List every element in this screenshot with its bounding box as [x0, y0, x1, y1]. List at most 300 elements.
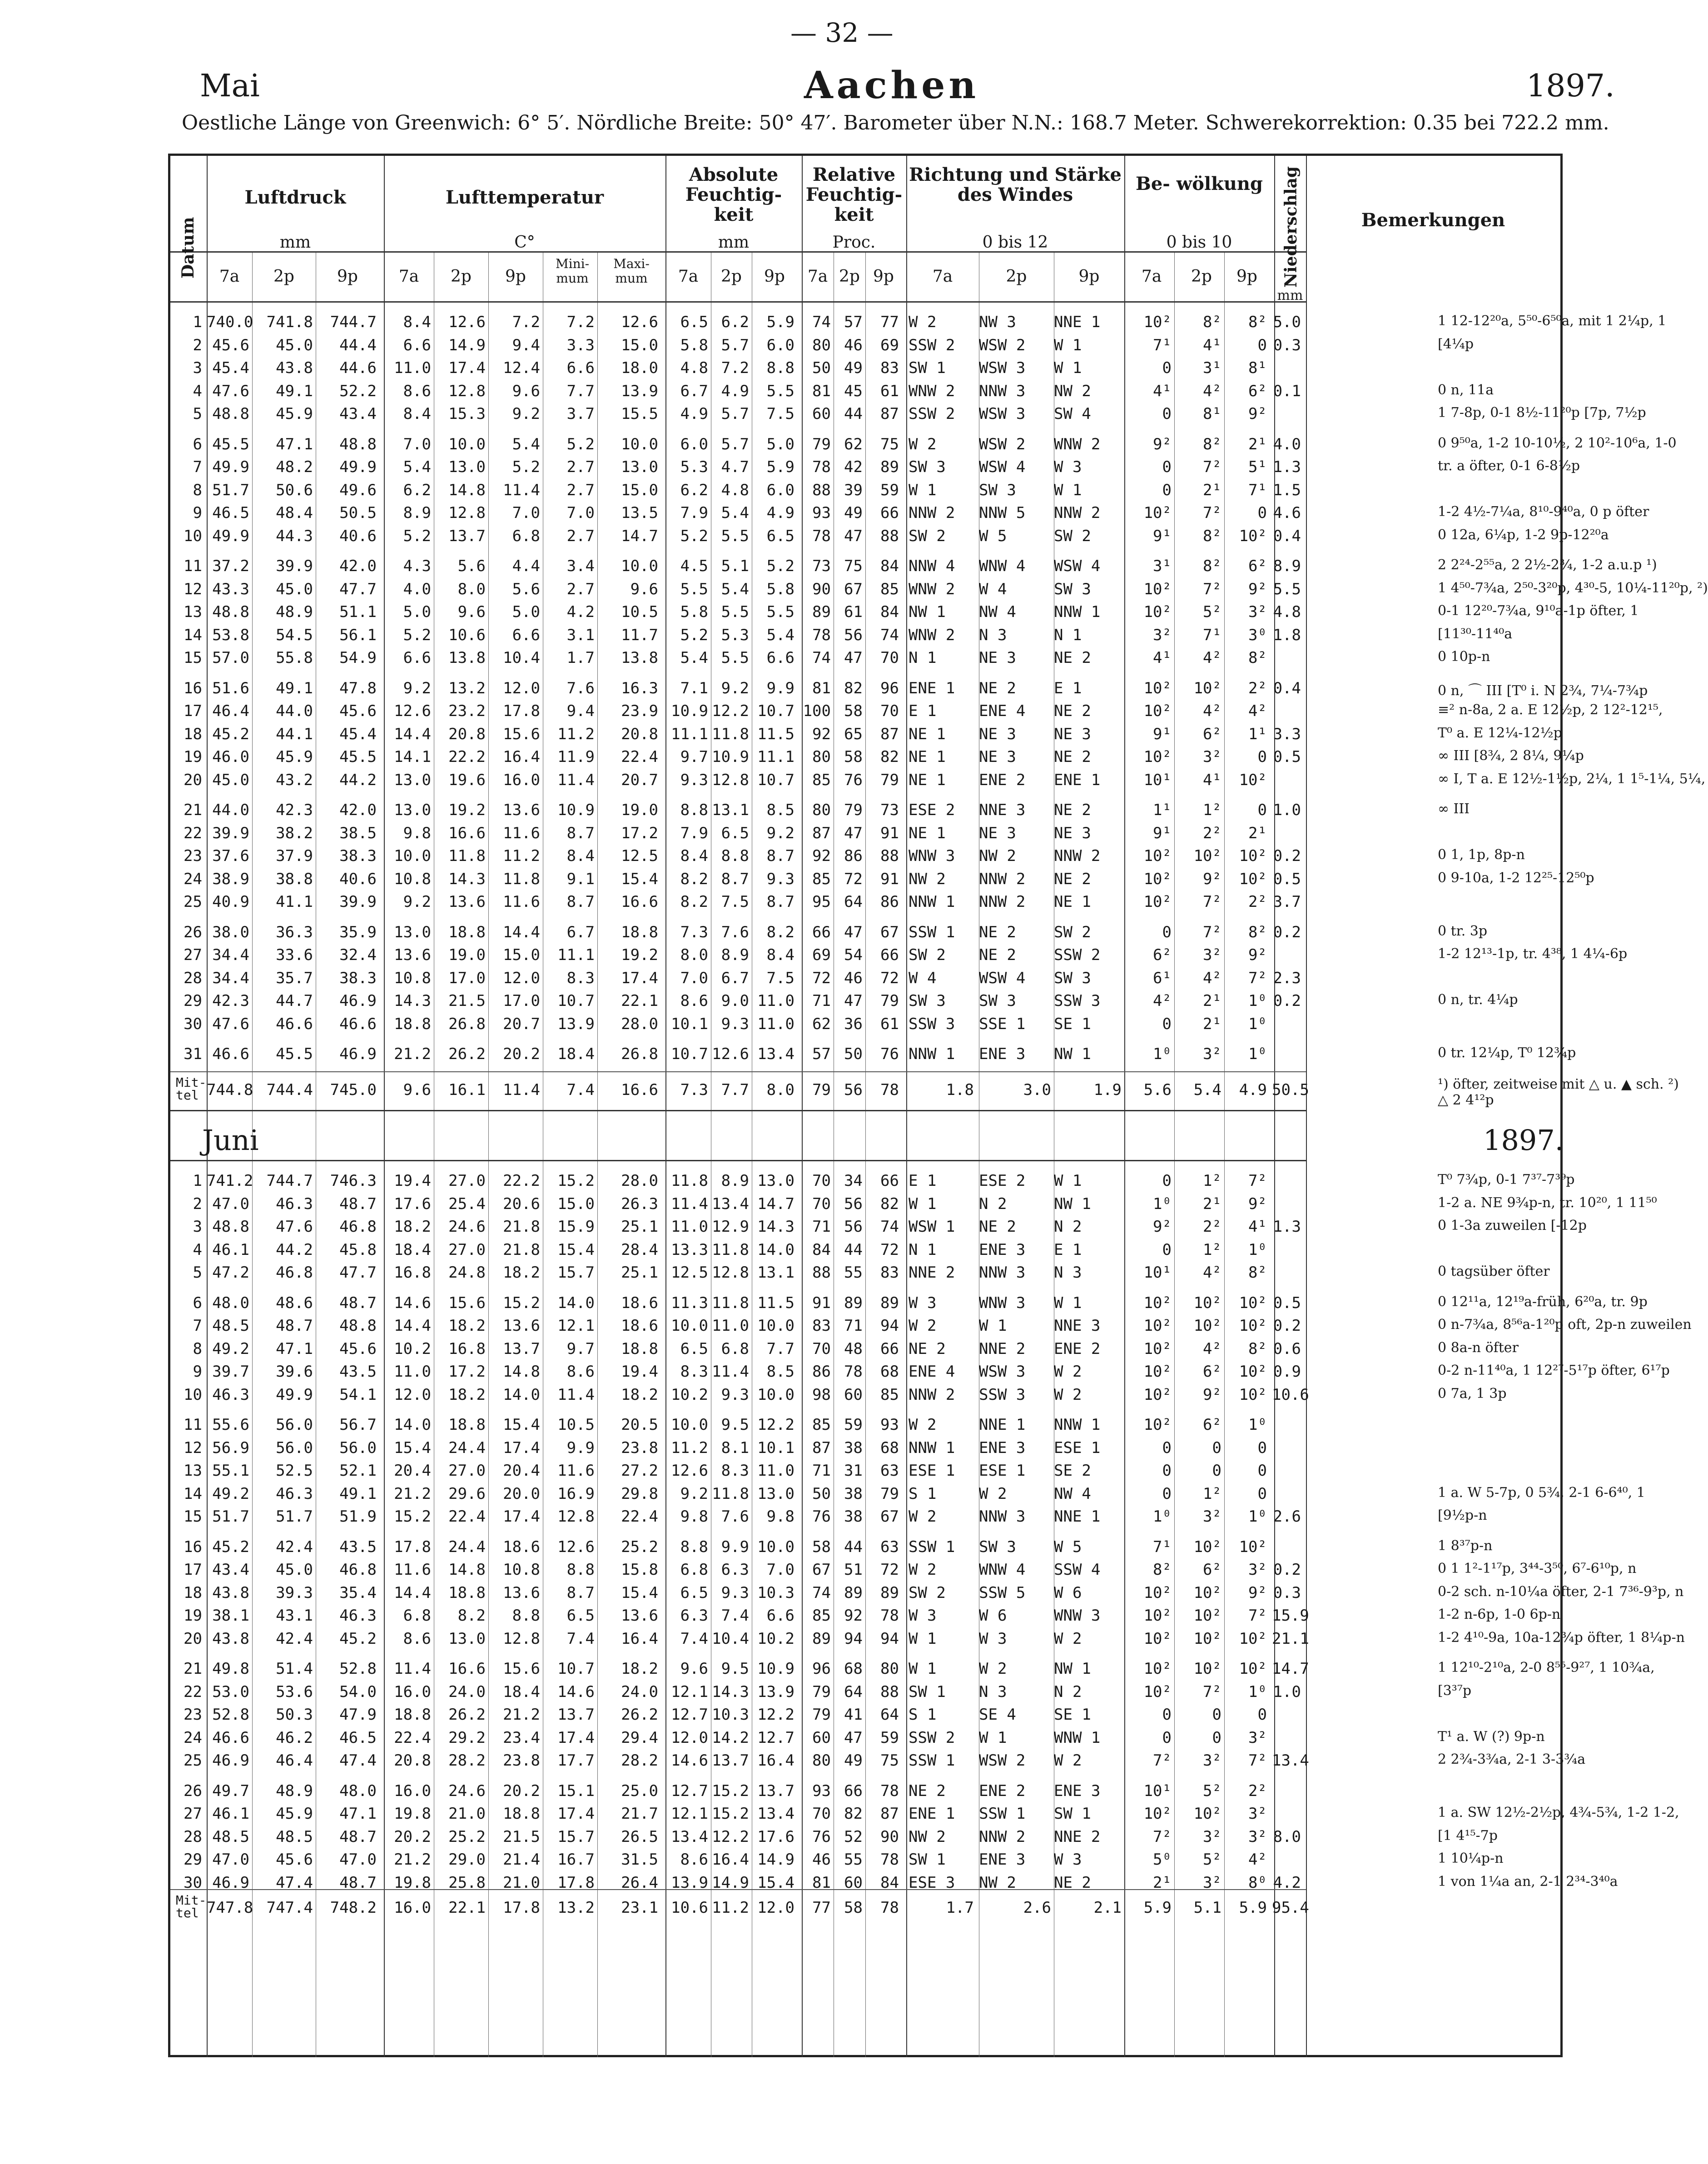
remark-cell: [9½p-n [1438, 1507, 1487, 1523]
day-cell: 28 [184, 969, 202, 987]
data-cell: 10² [1143, 1805, 1172, 1823]
day-cell: 25 [184, 893, 202, 911]
data-cell: 13.9 [671, 1873, 708, 1892]
data-cell: 1¹ [1248, 725, 1267, 743]
data-cell: 70 [880, 702, 899, 720]
data-cell: 90 [880, 1827, 899, 1846]
data-cell: NE 2 [979, 679, 1016, 697]
data-cell: 46.9 [212, 1751, 249, 1770]
data-cell: 11.6 [557, 1462, 595, 1480]
day-cell: 17 [184, 702, 202, 720]
mean-cell: 8.0 [766, 1081, 794, 1099]
data-cell: 7.5 [766, 405, 794, 423]
data-cell: 1⁰ [1153, 1045, 1172, 1063]
data-cell: 44.1 [276, 725, 313, 743]
data-cell: 14.6 [671, 1751, 708, 1770]
data-cell: W 2 [909, 313, 937, 331]
data-cell: NE 3 [979, 748, 1016, 766]
data-cell: 83 [812, 1317, 831, 1335]
data-cell: 9.0 [721, 992, 749, 1010]
data-cell: 7.1 [680, 679, 708, 697]
data-cell: 21.2 [394, 1045, 431, 1063]
table-row [170, 379, 1565, 401]
data-cell: 90 [812, 580, 831, 598]
unit-nieder: mm [1277, 288, 1303, 303]
data-cell: 9.9 [566, 1438, 595, 1457]
table-row [170, 677, 1648, 699]
data-cell: E 1 [909, 702, 937, 720]
data-cell: W 1 [909, 481, 937, 499]
data-cell: SW 3 [1054, 580, 1091, 598]
data-cell: SW 3 [979, 1537, 1016, 1556]
data-cell: 7¹ [1203, 626, 1221, 644]
remark-cell: T¹ a. W (?) 9p-n [1438, 1728, 1545, 1745]
data-cell: 5.3 [680, 458, 708, 476]
data-cell: 14.0 [757, 1240, 794, 1259]
data-cell: 66 [880, 1172, 899, 1190]
data-cell: 1⁰ [1248, 1240, 1267, 1259]
data-cell: 71 [812, 1462, 831, 1480]
data-cell: 11.4 [394, 1660, 431, 1678]
data-cell: 17.4 [503, 1438, 540, 1457]
data-cell: SSW 2 [909, 336, 955, 354]
data-cell: 15.2 [557, 1172, 595, 1190]
data-cell: 15.4 [503, 1416, 540, 1434]
data-cell: 46.6 [212, 1045, 249, 1063]
data-cell: 39 [844, 481, 863, 499]
data-cell: 4² [1203, 382, 1221, 400]
data-cell: 40.6 [339, 527, 377, 545]
data-cell: 46.6 [212, 1728, 249, 1747]
data-cell: 47.1 [276, 1339, 313, 1358]
data-cell: 49.9 [212, 527, 249, 545]
data-cell: 15.2 [712, 1781, 749, 1800]
data-cell: 8.4 [566, 847, 595, 865]
data-cell: 5.4 [680, 649, 708, 667]
data-cell: 11.5 [757, 1293, 794, 1312]
data-cell: W 2 [979, 1484, 1007, 1503]
mean-cell: 747.8 [207, 1899, 253, 1917]
data-cell: WNW 2 [909, 580, 955, 598]
data-cell: 61 [880, 382, 899, 400]
mean-cell: 16.1 [448, 1081, 486, 1099]
data-cell: 74 [880, 626, 899, 644]
data-cell: 47.0 [339, 1851, 377, 1869]
data-cell: 8⁰ [1248, 1873, 1267, 1892]
data-cell: 74 [880, 1218, 899, 1236]
page-number: — 32 — [790, 17, 894, 48]
data-cell: WNW 3 [979, 1293, 1026, 1312]
data-cell: 8.1 [721, 1438, 749, 1457]
data-cell: SSW 5 [979, 1583, 1026, 1602]
data-cell: SW 3 [979, 992, 1016, 1010]
data-cell: 7² [1248, 1607, 1267, 1625]
data-cell: 37.6 [212, 847, 249, 865]
data-cell: 7² [1248, 969, 1267, 987]
data-cell: 5² [1203, 603, 1221, 621]
data-cell: 34 [844, 1172, 863, 1190]
data-cell: 53.6 [276, 1682, 313, 1701]
day-cell: 5 [193, 1264, 202, 1282]
data-cell: 8.3 [566, 969, 595, 987]
data-cell: 0.5 [1273, 748, 1301, 766]
data-cell: 82 [844, 1805, 863, 1823]
data-cell: 3² [1153, 626, 1172, 644]
data-cell: 24.4 [448, 1537, 486, 1556]
data-cell: 20.8 [448, 725, 486, 743]
data-cell: 9.6 [680, 1660, 708, 1678]
data-cell: 68 [844, 1660, 863, 1678]
mean-cell: 5.9 [1239, 1899, 1267, 1917]
data-cell: 26.8 [448, 1015, 486, 1033]
data-cell: 19.0 [621, 801, 658, 819]
data-cell: 47 [844, 992, 863, 1010]
data-cell: 8² [1248, 1264, 1267, 1282]
data-cell: 27.0 [448, 1172, 486, 1190]
data-cell: 18.4 [503, 1682, 540, 1701]
remark-cell: T⁰ a. E 12¼-12½p [1438, 725, 1562, 741]
data-cell: 0 [1257, 336, 1267, 354]
data-cell: 7² [1203, 580, 1221, 598]
data-cell: 7² [1248, 1172, 1267, 1190]
data-cell: SW 2 [909, 527, 946, 545]
data-cell: 76 [844, 771, 863, 789]
table-row [170, 1703, 1565, 1725]
data-cell: 26.2 [448, 1706, 486, 1724]
data-cell: 51.9 [339, 1507, 377, 1526]
data-cell: 1⁰ [1153, 1194, 1172, 1213]
data-cell: 23.4 [503, 1728, 540, 1747]
data-cell: 78 [812, 527, 831, 545]
data-cell: 57 [844, 313, 863, 331]
mean-cell: 13.2 [557, 1899, 595, 1917]
data-cell: 48.0 [339, 1781, 377, 1800]
data-cell: 12.6 [712, 1045, 749, 1063]
day-cell: 24 [184, 870, 202, 888]
data-cell: 5.0 [403, 603, 431, 621]
data-cell: 70 [812, 1172, 831, 1190]
data-cell: 6.5 [680, 1339, 708, 1358]
header-bewoelkung: Be- wölkung [1136, 173, 1263, 194]
data-cell: 14.4 [394, 1583, 431, 1602]
data-cell: 9² [1203, 1385, 1221, 1404]
data-cell: 8.3 [721, 1462, 749, 1480]
data-cell: 35.9 [339, 923, 377, 941]
table-row [170, 1314, 1692, 1336]
table-row [170, 745, 1584, 767]
data-cell: 4.0 [403, 580, 431, 598]
data-cell: 13.0 [448, 1629, 486, 1648]
data-cell: 5.8 [680, 336, 708, 354]
subheader-cell: Mini- mum [555, 256, 590, 286]
data-cell: W 3 [909, 1607, 937, 1625]
data-cell: 28.2 [448, 1751, 486, 1770]
data-cell: 11.1 [757, 748, 794, 766]
data-cell: 16.0 [394, 1781, 431, 1800]
data-cell: 13.0 [394, 801, 431, 819]
data-cell: 9.7 [566, 1339, 595, 1358]
data-cell: 15.6 [503, 725, 540, 743]
data-cell: 50.5 [339, 504, 377, 522]
data-cell: 17.7 [557, 1751, 595, 1770]
data-cell: 5.4 [766, 626, 794, 644]
day-cell: 1 [193, 313, 202, 331]
data-cell: 15.2 [503, 1293, 540, 1312]
table-row [170, 402, 1646, 424]
data-cell: 6² [1153, 946, 1172, 964]
data-cell: 0.5 [1273, 1293, 1301, 1312]
data-cell: 80 [812, 1751, 831, 1770]
data-cell: NE 2 [1054, 702, 1091, 720]
data-cell: 14.7 [1272, 1660, 1309, 1678]
table-row [170, 1169, 1575, 1191]
data-cell: 27.2 [621, 1462, 658, 1480]
table-row [170, 600, 1639, 622]
data-cell: 4² [1203, 969, 1221, 987]
data-cell: 71 [812, 1218, 831, 1236]
data-cell: 45.0 [276, 336, 313, 354]
data-cell: 29.0 [448, 1851, 486, 1869]
data-cell: 9² [1248, 580, 1267, 598]
data-cell: 8.8 [512, 1607, 540, 1625]
data-cell: 88 [880, 527, 899, 545]
data-cell: 8.9 [403, 504, 431, 522]
data-cell: 39.6 [276, 1363, 313, 1381]
data-cell: 69 [812, 946, 831, 964]
data-cell: ENE 3 [979, 1045, 1026, 1063]
data-cell: 58 [844, 702, 863, 720]
data-cell: 10.3 [712, 1706, 749, 1724]
data-cell: ESE 2 [909, 801, 955, 819]
data-cell: 7.5 [721, 893, 749, 911]
data-cell: W 3 [1054, 458, 1082, 476]
data-cell: 66 [812, 923, 831, 941]
data-cell: NNW 5 [979, 504, 1026, 522]
data-cell: 10² [1239, 527, 1267, 545]
data-cell: W 2 [909, 1416, 937, 1434]
data-cell: 10² [1239, 847, 1267, 865]
data-cell: 12.0 [503, 679, 540, 697]
data-cell: 10² [1143, 1317, 1172, 1335]
data-cell: 47.7 [339, 1264, 377, 1282]
data-cell: 56.0 [276, 1416, 313, 1434]
day-cell: 1 [193, 1172, 202, 1190]
day-cell: 30 [184, 1015, 202, 1033]
data-cell: 10² [1193, 1629, 1221, 1648]
data-cell: 51.1 [339, 603, 377, 621]
data-cell: 46.9 [339, 1045, 377, 1063]
data-cell: 31 [844, 1462, 863, 1480]
data-cell: 3.3 [566, 336, 595, 354]
data-cell: 6² [1203, 1416, 1221, 1434]
data-cell: N 1 [909, 649, 937, 667]
data-cell: 85 [880, 580, 899, 598]
data-cell: 84 [880, 603, 899, 621]
data-cell: 26.2 [448, 1045, 486, 1063]
data-cell: 1.3 [1273, 458, 1301, 476]
data-cell: 14.0 [394, 1416, 431, 1434]
data-cell: 3² [1203, 1873, 1221, 1892]
data-cell: 82 [844, 679, 863, 697]
data-cell: 5.0 [766, 435, 794, 453]
data-cell: 10² [1143, 1363, 1172, 1381]
data-cell: 1.7 [566, 649, 595, 667]
day-cell: 14 [184, 626, 202, 644]
remark-cell: 0-1 12²⁰-7¾a, 9¹⁰a-1p öfter, 1 [1438, 603, 1639, 619]
data-cell: ENE 4 [979, 702, 1026, 720]
mean-cell: 95.4 [1272, 1899, 1309, 1917]
subheader-cell: 9p [337, 267, 358, 286]
data-cell: 14.7 [757, 1194, 794, 1213]
data-cell: 5.2 [766, 557, 794, 575]
data-cell: 48.7 [339, 1293, 377, 1312]
remark-cell: 0 1 1²-1¹⁷p, 3⁴⁴-3⁵⁰, 6⁷-6¹⁰p, n [1438, 1561, 1637, 1577]
data-cell: 2¹ [1203, 1015, 1221, 1033]
data-cell: 1⁰ [1248, 1015, 1267, 1033]
data-cell: 8.6 [403, 1629, 431, 1648]
data-cell: 92 [812, 847, 831, 865]
data-cell: W 2 [1054, 1629, 1082, 1648]
data-cell: 63 [880, 1537, 899, 1556]
data-cell: 29.2 [448, 1728, 486, 1747]
data-cell: 94 [880, 1629, 899, 1648]
data-cell: NE 2 [979, 923, 1016, 941]
data-cell: 10² [1143, 847, 1172, 865]
data-cell: 16.4 [712, 1851, 749, 1869]
day-cell: 22 [184, 824, 202, 842]
data-cell: 46.2 [276, 1728, 313, 1747]
day-cell: 31 [184, 1045, 202, 1063]
data-cell: NNW 2 [979, 1827, 1026, 1846]
table-row [170, 1604, 1565, 1626]
data-cell: 24.0 [448, 1682, 486, 1701]
data-cell: 0.3 [1273, 1583, 1301, 1602]
day-cell: 20 [184, 1629, 202, 1648]
table-row [170, 1802, 1679, 1824]
mean-cell: 79 [812, 1081, 831, 1099]
data-cell: 0 [1257, 1462, 1267, 1480]
data-cell: 43.5 [339, 1363, 377, 1381]
data-cell: 94 [844, 1629, 863, 1648]
data-cell: 42.4 [276, 1629, 313, 1648]
data-cell: W 1 [979, 1317, 1007, 1335]
data-cell: 17.4 [503, 1507, 540, 1526]
data-cell: 91 [812, 1293, 831, 1312]
data-cell: 0 [1162, 1015, 1172, 1033]
data-cell: 0.6 [1273, 1339, 1301, 1358]
data-cell: 37.9 [276, 847, 313, 865]
data-cell: 8² [1153, 1561, 1172, 1579]
data-cell: 44.3 [276, 527, 313, 545]
data-cell: 5² [1203, 1781, 1221, 1800]
data-cell: 6.6 [403, 649, 431, 667]
data-cell: 85 [812, 1416, 831, 1434]
data-cell: 14.3 [448, 870, 486, 888]
table-row [170, 1726, 1565, 1748]
month-label-june: Juni [202, 1124, 259, 1157]
data-cell: 20.5 [621, 1416, 658, 1434]
data-cell: 66 [880, 504, 899, 522]
data-cell: 89 [812, 603, 831, 621]
data-cell: 14.3 [394, 992, 431, 1010]
data-cell: 3² [1203, 1751, 1221, 1770]
data-cell: 10² [1239, 1317, 1267, 1335]
data-cell: 70 [812, 1339, 831, 1358]
data-cell: 11.0 [757, 1015, 794, 1033]
data-cell: 11.8 [671, 1172, 708, 1190]
data-cell: ENE 2 [979, 1781, 1026, 1800]
data-cell: 22.2 [448, 748, 486, 766]
data-cell: 10.0 [757, 1385, 794, 1404]
data-cell: ENE 2 [979, 771, 1026, 789]
data-cell: 54.0 [339, 1682, 377, 1701]
data-cell: NNE 2 [979, 1339, 1026, 1358]
data-cell: 1² [1203, 801, 1221, 819]
data-cell: 43.2 [276, 771, 313, 789]
data-cell: 44.2 [276, 1240, 313, 1259]
data-cell: 74 [812, 1583, 831, 1602]
data-cell: NW 2 [909, 1827, 946, 1846]
data-cell: NW 4 [1054, 1484, 1091, 1503]
data-cell: 4.6 [1273, 504, 1301, 522]
data-cell: 72 [844, 870, 863, 888]
data-cell: 28.2 [621, 1751, 658, 1770]
data-cell: 46 [812, 1851, 831, 1869]
data-cell: 75 [880, 1751, 899, 1770]
day-cell: 8 [193, 1339, 202, 1358]
remark-cell: 0 tr. 12¼p, T⁰ 12¾p [1438, 1045, 1576, 1061]
data-cell: 10.8 [503, 1561, 540, 1579]
data-cell: 4.0 [1273, 435, 1301, 453]
data-cell: 10² [1143, 702, 1172, 720]
data-cell: 1⁰ [1248, 1507, 1267, 1526]
data-cell: 39.9 [276, 557, 313, 575]
data-cell: 9.4 [512, 336, 540, 354]
day-cell: 18 [184, 1583, 202, 1602]
data-cell: 10.2 [757, 1629, 794, 1648]
data-cell: 16.6 [448, 824, 486, 842]
data-cell: 79 [812, 1682, 831, 1701]
data-cell: 38.3 [339, 847, 377, 865]
subheader-cell: 7a [1141, 267, 1162, 286]
data-cell: 54.1 [339, 1385, 377, 1404]
data-cell: 39.3 [276, 1583, 313, 1602]
data-cell: 79 [812, 435, 831, 453]
data-cell: 96 [880, 679, 899, 697]
data-cell: 9.2 [766, 824, 794, 842]
data-cell: NE 3 [979, 649, 1016, 667]
data-cell: 76 [880, 1045, 899, 1063]
data-cell: 0 [1257, 504, 1267, 522]
table-row [170, 1749, 1586, 1771]
mean-cell: 10.6 [671, 1899, 708, 1917]
data-cell: NNW 2 [909, 1385, 955, 1404]
day-cell: 20 [184, 771, 202, 789]
data-cell: 746.3 [330, 1172, 377, 1190]
mean-cell: 4.9 [1239, 1081, 1267, 1099]
data-cell: 0 [1162, 1728, 1172, 1747]
data-cell: 13.6 [448, 893, 486, 911]
mean-cell: 2.6 [1023, 1899, 1051, 1917]
remark-cell: 0-2 sch. n-10¼a öfter, 2-1 7³⁶-9³p, n [1438, 1583, 1684, 1600]
day-cell: 19 [184, 748, 202, 766]
data-cell: 10.0 [757, 1317, 794, 1335]
mean-cell: 2.1 [1093, 1899, 1122, 1917]
data-cell: 7² [1203, 1682, 1221, 1701]
data-cell: 8.9 [721, 1172, 749, 1190]
data-cell: SW 1 [909, 1682, 946, 1701]
data-cell: NW 2 [979, 1873, 1016, 1892]
